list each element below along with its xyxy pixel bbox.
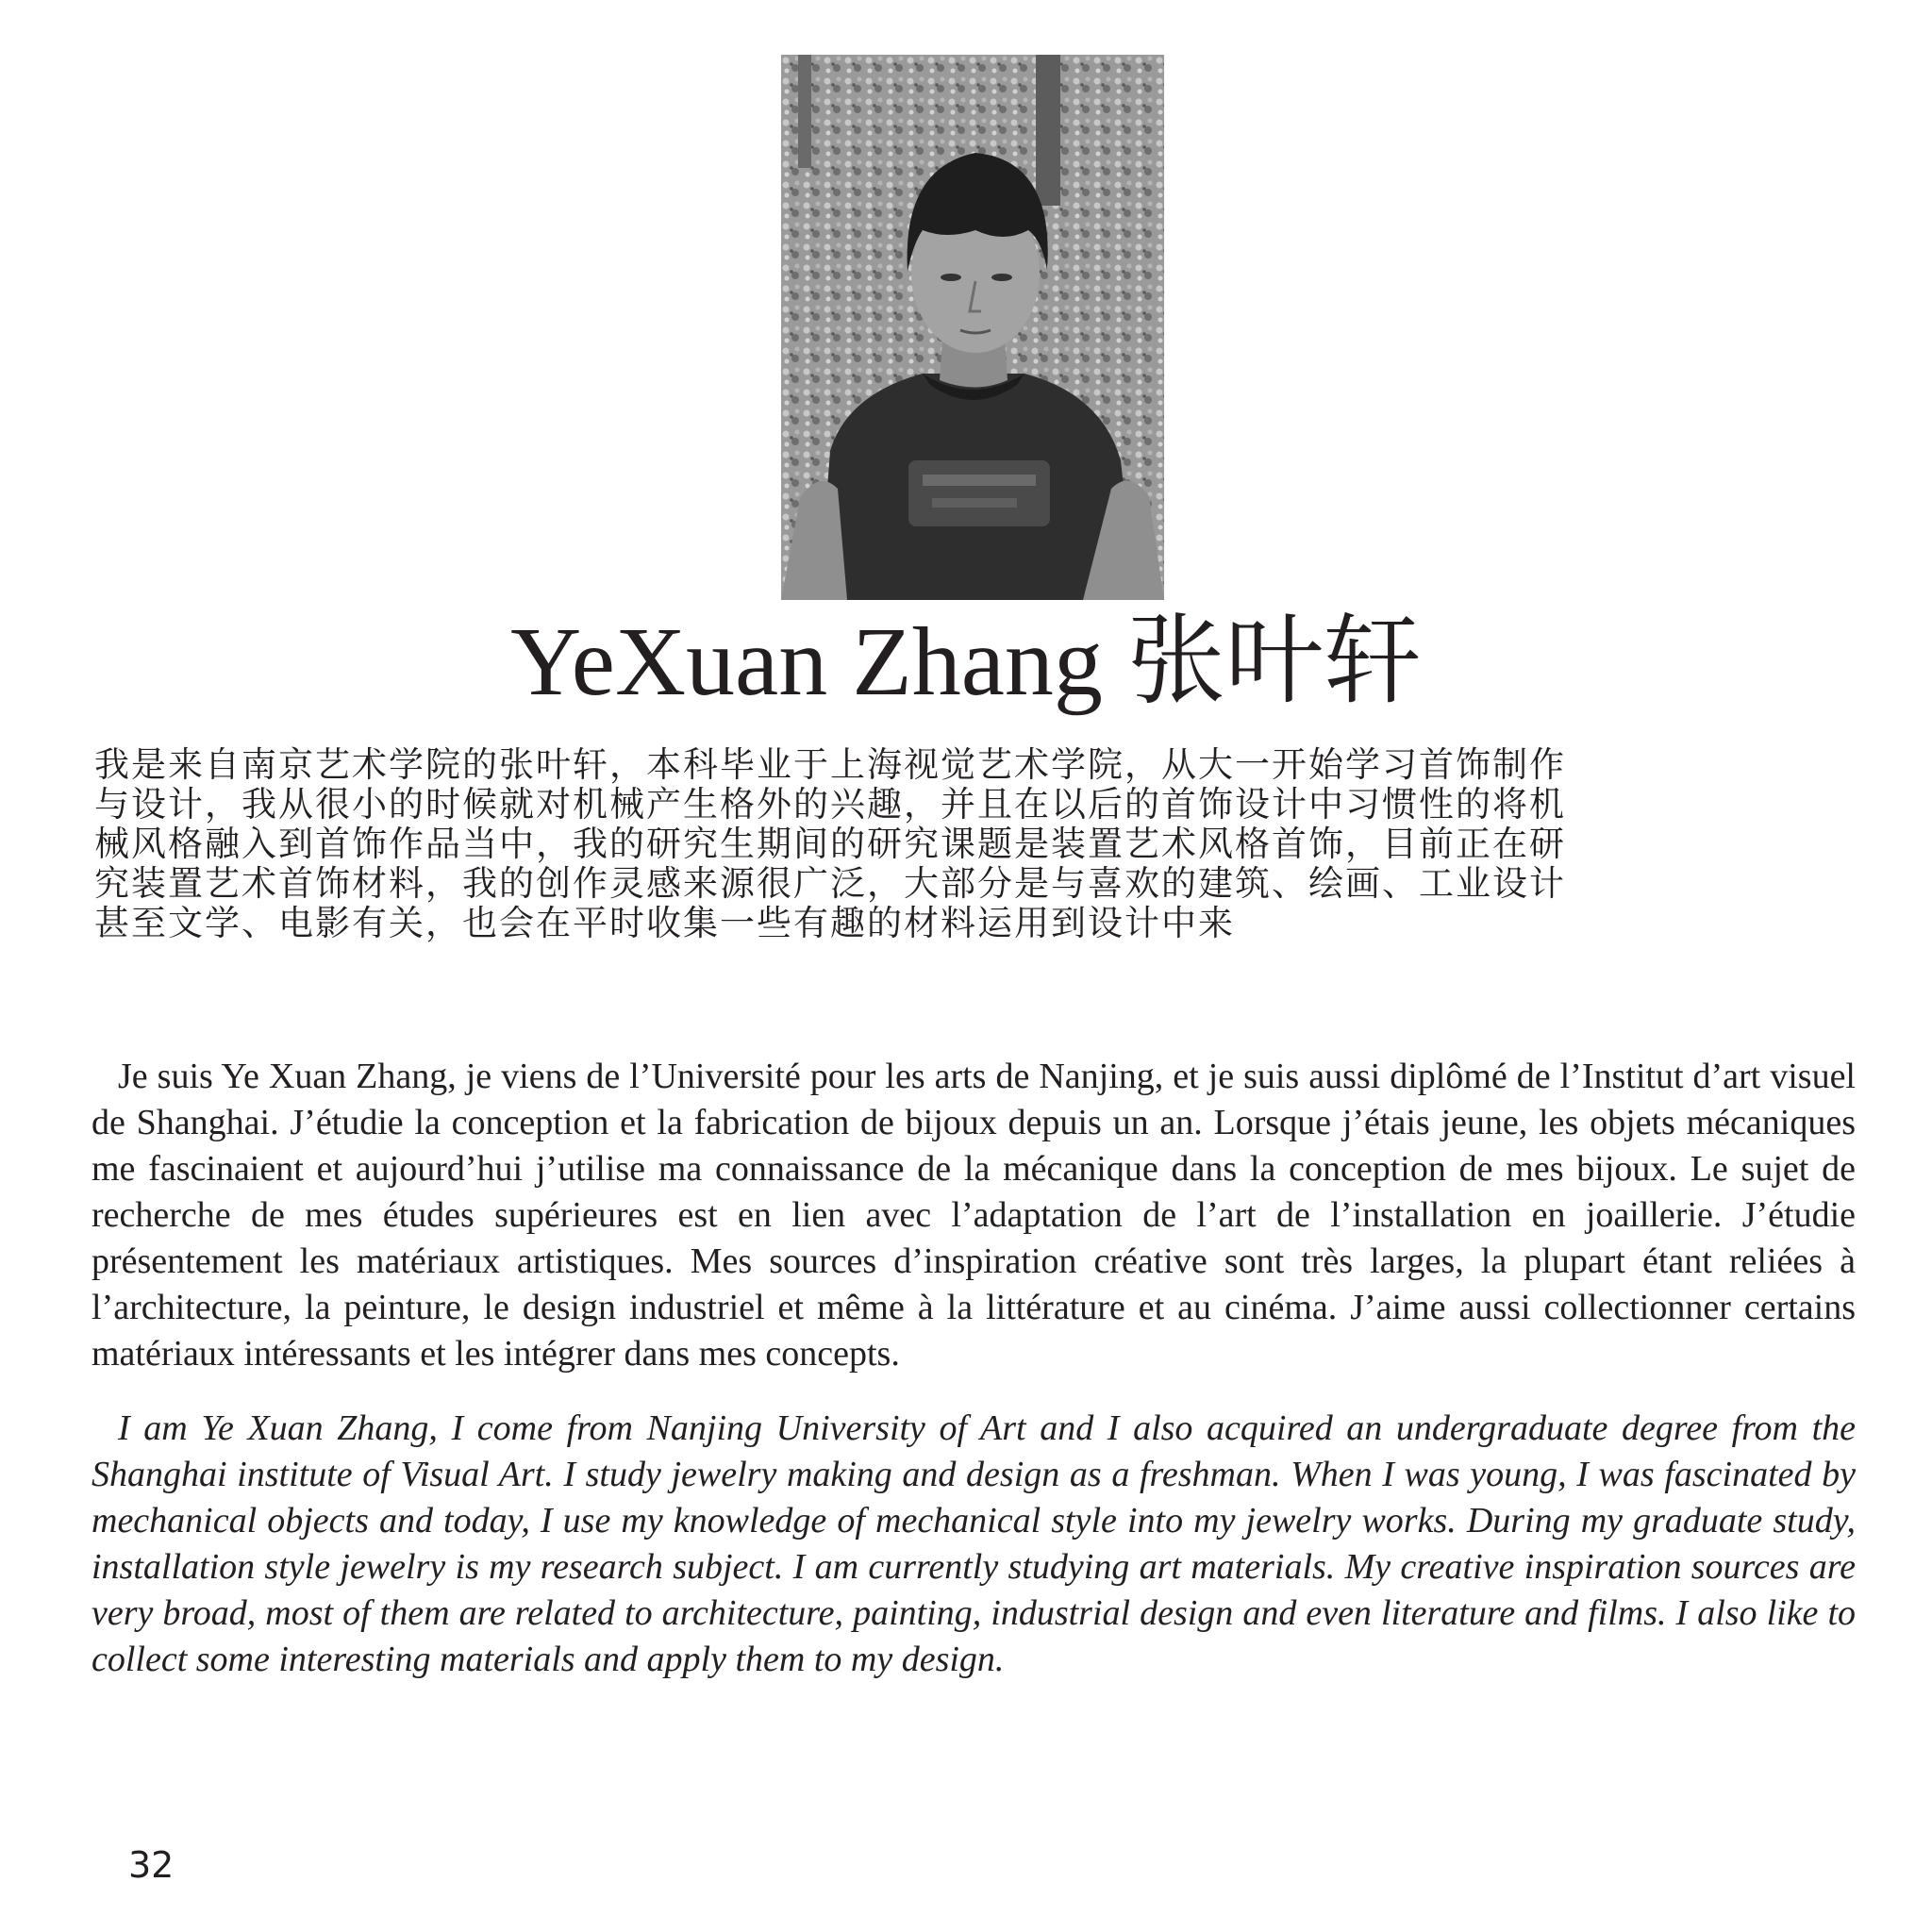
portrait-photo [781,55,1164,600]
bio-chinese: 我是来自南京艺术学院的张叶轩，本科毕业于上海视觉艺术学院，从大一开始学习首饰制作与设计，我从很小的时候就对机械产生格外的兴趣，并且在以后的首饰设计中习惯性的将机械风格融入到首饰作品当中，我的研究生期间的研究课题是装置艺术风格首饰，目前正在研究装置艺术首饰材料，我的创作灵感来源很广泛，大部分是与喜欢的建筑、绘画、工业设计甚至文学、电影有关，也会在平时收集一些有趣的材料运用到设计中来 [94,744,1566,943]
bio-french: Je suis Ye Xuan Zhang, je viens de l’Université pour les arts de Nanjing, et je suis aussi diplômé de l’Institut d’art visuel de Shanghai. J’étudie la conception et la fabrication de bijoux depuis un an. Lorsque j’étais jeune, les objets mécaniques me fascinaient et aujourd’hui j’utilise ma connaissance de la mécanique dans la conception de mes bijoux. Le sujet de recherche de mes études supérieures est en lien avec l’adaptation de l’art de l’installation en joaillerie. J’étudie présentement les matériaux artistiques. Mes sources d’inspiration créative sont très larges, la plupart étant reliées à l’architecture, la peinture, le design industriel et même à la littérature et au cinéma. J’aime aussi collectionner certains matériaux intéressants et les intégrer dans mes concepts. [92,1057,1856,1374]
bio-english: I am Ye Xuan Zhang, I come from Nanjing University of Art and I also acquired an undergraduate degree from the Shanghai institute of Visual Art. I study jewelry making and design as a freshman. When I was young, I was fascinated by mechanical objects and today, I use my knowledge of mechanical style into my jewelry works. During my graduate study, installation style jewelry is my research subject. I am currently studying art materials. My creative inspiration sources are very broad, most of them are related to architecture, painting, industrial design and even literature and films. I also like to collect some interesting materials and apply them to my design. [92,1408,1856,1679]
page-number: 32 [128,1844,175,1886]
portrait-icon [781,55,1164,600]
person-name: YeXuan Zhang 张叶轩 [510,608,1422,716]
